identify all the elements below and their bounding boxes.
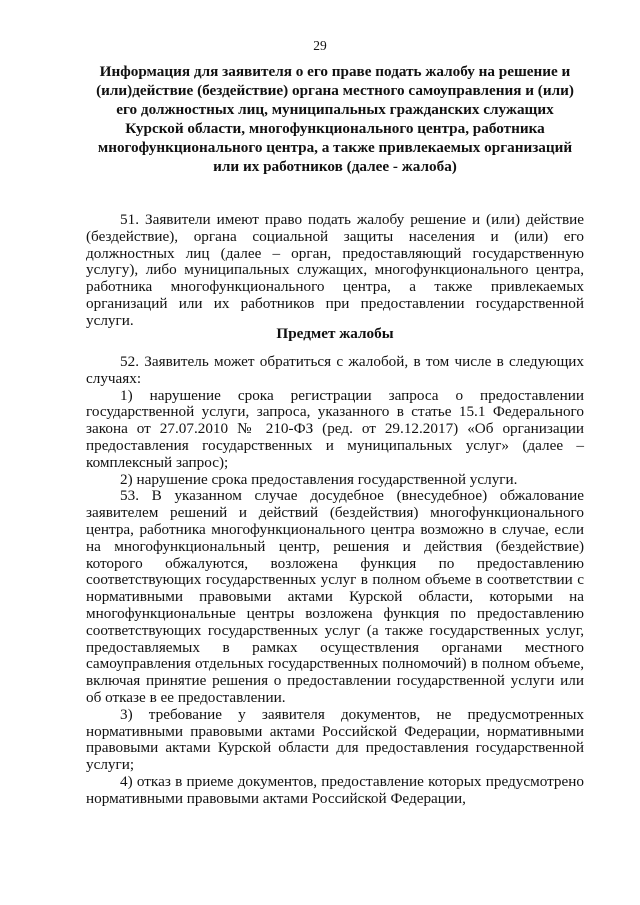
paragraph-block-52	[86, 354, 584, 808]
paragraph-53: 53. В указанном случае досудебное (внесудебное) обжалование заявителем решений и действий (бездействия) многофункционального центра, работника многофункционального центра возможно в случае, если на многофункциональный центр, решения и действия (бездействие) которого обжалуются, возложена функция по предоставлению соответствующих государственных услуг в полном объеме в соответствии с нормативными правовыми актами Курской области, которыми на многофункциональные центры возложена функция по предоставлению соответствующих государственных услуг (а также государственных услуг, предоставляемых в рамках осуществления органами местного самоуправления отдельных государственных полномочий) в полном объеме, включая принятие решения о предоставлении государственной услуги или об отказе в ее предоставлении.	[86, 487, 584, 706]
paragraph-block-51	[86, 212, 584, 330]
paragraph-item-1: 1) нарушение срока регистрации запроса о предоставлении государственной услуги, запроса, указанного в статье 15.1 Федерального закона от 27.07.2010 № 210-ФЗ (ред. от 29.12.2017) «Об организации предоставления государственных и муниципальных услуг» (далее – комплексный запрос);	[86, 386, 584, 471]
page-number: 29	[313, 38, 327, 53]
paragraph-item-3: 3) требование у заявителя документов, не предусмотренных нормативными правовыми актами Российской Федерации, нормативными правовыми актами Курской области для предоставления государственной услуги;	[86, 705, 584, 774]
paragraph-51: 51. Заявители имеют право подать жалобу решение и (или) действие (бездействие), органа социальной защиты населения и (или) его должностных лиц (далее – орган, предоставляющий государственную услугу), либо муниципальных служащих, многофункционального центра, работника многофункционального центра, а также привлекаемых организаций или их работников при предоставлении государственной услуги.	[86, 211, 584, 329]
subheading-complaint-subject: Предмет жалобы	[276, 325, 394, 342]
section-heading: Информация для заявителя о его праве подать жалобу на решение и (или)действие (бездействие) органа местного самоуправления и (или) его должностных лиц, муниципальных гражданских служащих Курской области, многофункционального центра, работника многофункционального центра, а также привлекаемых организаций или их работников (далее - жалоба)	[96, 63, 574, 175]
paragraph-item-2: 2) нарушение срока предоставления государственной услуги.	[120, 470, 518, 488]
paragraph-52-intro: 52. Заявитель может обратиться с жалобой, в том числе в следующих случаях:	[86, 353, 584, 387]
paragraph-item-4: 4) отказ в приеме документов, предоставление которых предусмотрено нормативными правовыми актами Российской Федерации,	[86, 772, 584, 807]
